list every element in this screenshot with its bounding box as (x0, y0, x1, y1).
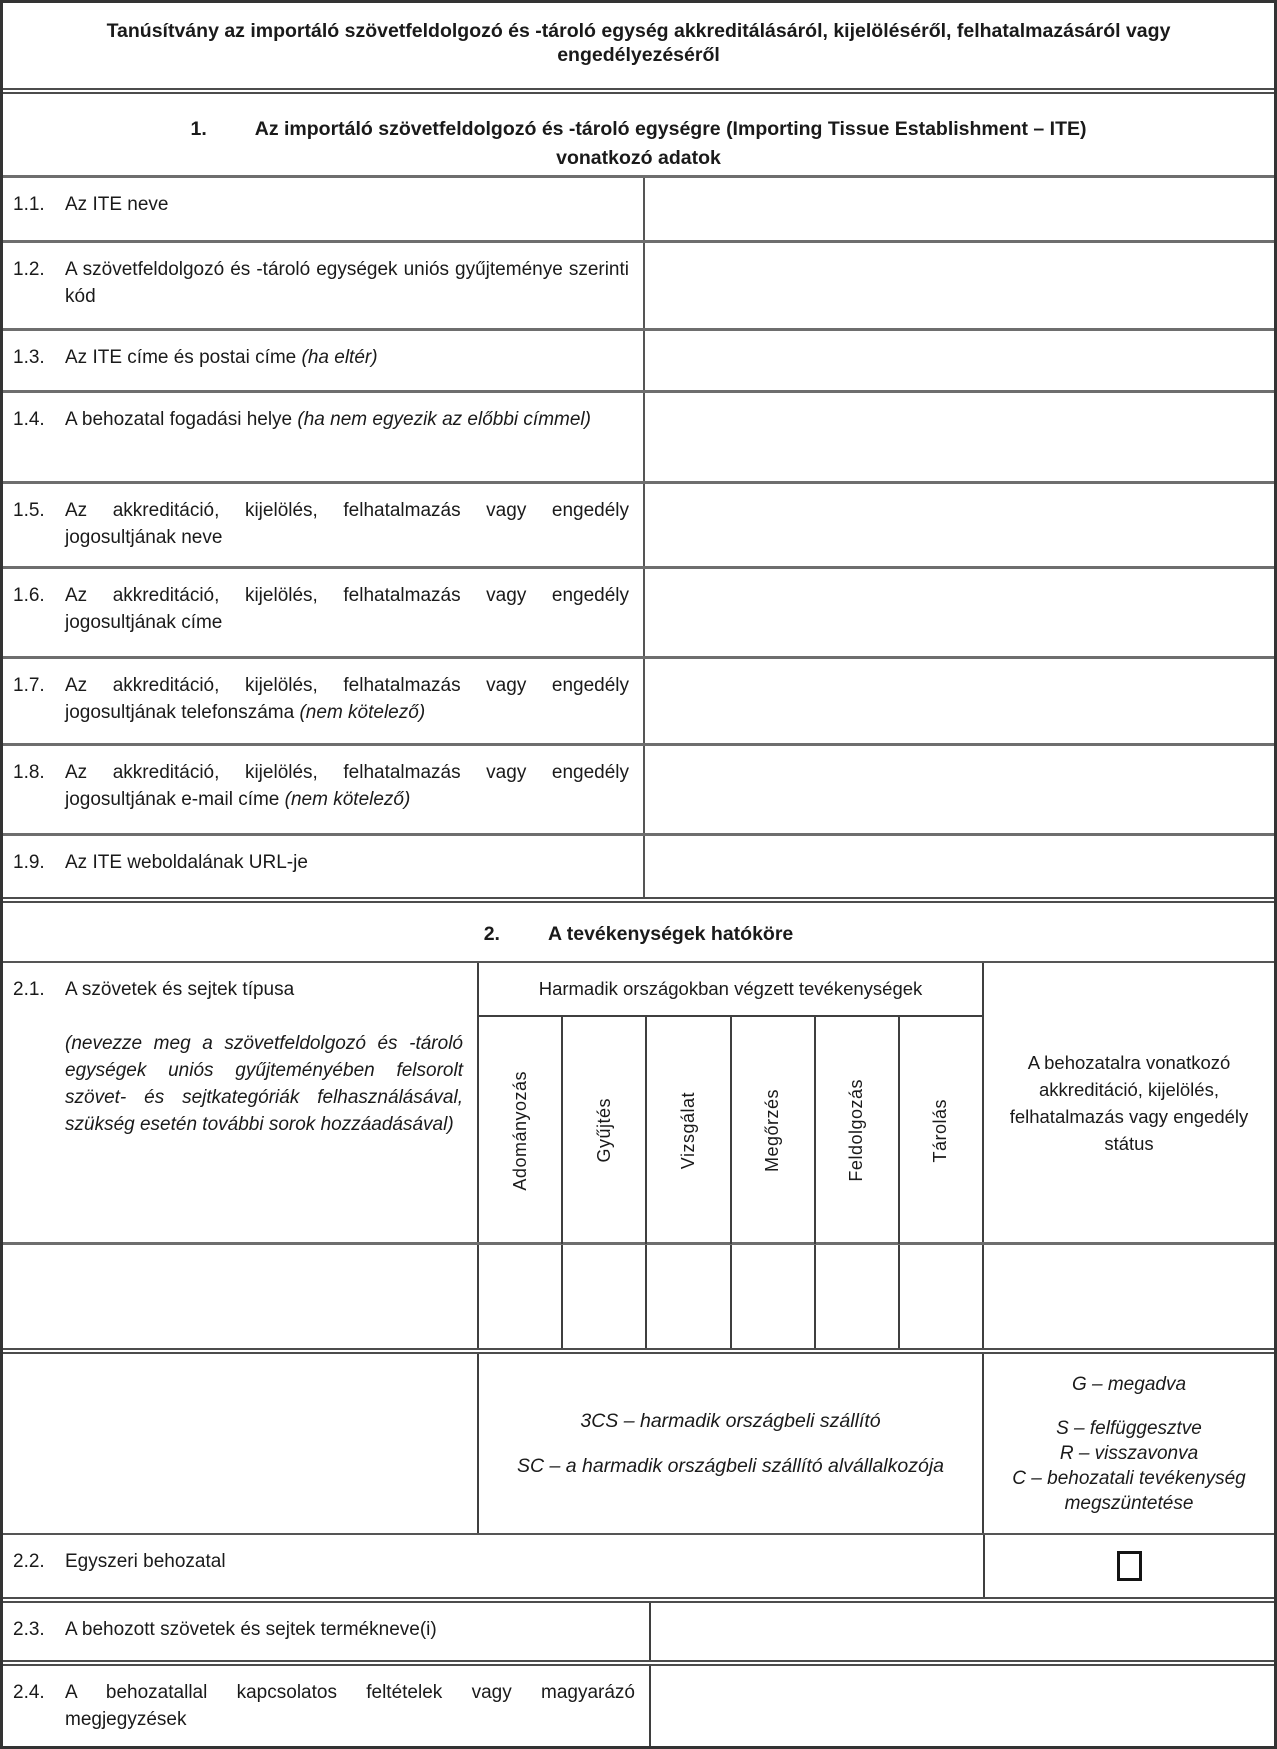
status-legend-granted: G – megadva (1071, 1373, 1187, 1395)
activity-column-donation (479, 1017, 561, 1244)
section1-heading-row (3, 88, 1274, 175)
row-label-cell (3, 331, 643, 390)
row-label-cell (3, 836, 643, 897)
activity-label: Tárolás (930, 1098, 951, 1163)
table-row-2-4 (3, 1660, 1274, 1746)
section1-number: 1. (190, 118, 207, 140)
section2-heading-row (3, 897, 1274, 961)
row-label-cell (3, 393, 643, 481)
row-label: A szövetfeldolgozó és -tároló egységek uniós gyűjteménye szerinti kód (65, 259, 629, 307)
row-label: Az akkreditáció, kijelölés, felhatalmazás vagy engedély jogosultjának e-mail címe (nem kötelező) (65, 762, 629, 810)
activity-label: Feldolgozás (846, 1079, 867, 1182)
row-label: Az ITE neve (65, 194, 169, 215)
row-label-cell (3, 1603, 649, 1660)
status-legend-revoked: R – visszavonva (1059, 1442, 1199, 1464)
legend-left-empty-cell (3, 1354, 477, 1533)
entry-cell-procurement (561, 1245, 645, 1348)
section1-heading (169, 94, 1109, 173)
table-row-1-2 (3, 240, 1274, 328)
row-label: Az akkreditáció, kijelölés, felhatalmazás vagy engedély jogosultjának címe (65, 585, 629, 633)
supplier-legend (477, 1354, 982, 1533)
value-cell-1-5 (643, 484, 1274, 566)
row-label: A behozatal fogadási helye (ha nem egyezik az előbbi címmel) (65, 409, 591, 430)
activities-header: Harmadik országokban végzett tevékenységek (479, 963, 982, 1017)
row-label-cell (3, 1666, 649, 1746)
activities-columns (479, 1017, 982, 1244)
row-number-spacer (13, 1003, 65, 1138)
table-row-1-7 (3, 656, 1274, 743)
table-row-2-3 (3, 1597, 1274, 1660)
activity-column-testing (645, 1017, 729, 1244)
row-number: 1.2. (13, 259, 45, 280)
table-row-1-3 (3, 328, 1274, 390)
value-cell-1-4 (643, 393, 1274, 481)
table-row-2-1 (3, 961, 1274, 1242)
supplier-legend-3cs: 3CS – harmadik országbeli szállító (580, 1409, 881, 1432)
one-off-import-checkbox (1117, 1551, 1142, 1581)
value-cell-1-6 (643, 569, 1274, 656)
row-number: 2.3. (13, 1619, 45, 1640)
activity-label: Adományozás (509, 1070, 530, 1191)
activity-column-processing (814, 1017, 898, 1244)
row-label: Az akkreditáció, kijelölés, felhatalmazás vagy engedély jogosultjának neve (65, 500, 629, 548)
row-label-cell (3, 659, 643, 743)
row-label-cell (3, 484, 643, 566)
section2-number: 2. (483, 923, 500, 945)
entry-cell-donation (479, 1245, 561, 1348)
value-cell-1-3 (643, 331, 1274, 390)
table-row-1-8 (3, 743, 1274, 833)
value-cell-1-8 (643, 746, 1274, 833)
row-label: Az akkreditáció, kijelölés, felhatalmazás vagy engedély jogosultjának telefonszáma (nem kötelező) (65, 675, 629, 723)
entry-label-cell (3, 1245, 477, 1348)
row-number: 1.6. (13, 585, 45, 606)
row-number: 2.4. (13, 1682, 45, 1703)
activity-label: Megőrzés (762, 1088, 783, 1173)
activities-group (477, 963, 982, 1242)
activity-column-procurement (561, 1017, 645, 1244)
value-cell-1-7 (643, 659, 1274, 743)
row-label: Egyszeri behozatal (65, 1551, 226, 1572)
legend-row (3, 1348, 1274, 1533)
table-row-1-4 (3, 390, 1274, 481)
row-number: 1.7. (13, 675, 45, 696)
row-number: 1.1. (13, 194, 45, 215)
section2-heading (484, 903, 794, 949)
entry-cell-processing (814, 1245, 898, 1348)
section1-heading-text: Az importáló szövetfeldolgozó és -tároló egységre (Importing Tissue Establishment – ITE) vonatkozó adatok (254, 118, 1087, 169)
entry-cell-preservation (730, 1245, 814, 1348)
status-header-cell: A behozatalra vonatkozó akkreditáció, kijelölés, felhatalmazás vagy engedély státus (982, 963, 1274, 1242)
value-cell-1-1 (643, 178, 1274, 240)
entry-status-cell (982, 1245, 1274, 1348)
activity-column-preservation (730, 1017, 814, 1244)
table-row-entry (3, 1242, 1274, 1348)
status-legend (982, 1354, 1274, 1533)
page-title: Tanúsítvány az importáló szövetfeldolgozó és -tároló egység akkreditálásáról, kijelöléséről, felhatalmazásáról vagy engedélyezéséről (106, 20, 1171, 66)
activity-column-storage (898, 1017, 982, 1244)
title-row (3, 3, 1274, 88)
entry-activities-cells (477, 1245, 982, 1348)
table-row-1-5 (3, 481, 1274, 566)
row-label-cell (3, 963, 477, 1242)
entry-cell-storage (898, 1245, 982, 1348)
row-number: 1.9. (13, 852, 45, 873)
value-cell-2-4 (649, 1666, 1274, 1746)
entry-cell-testing (645, 1245, 729, 1348)
table-row-1-9 (3, 833, 1274, 897)
row-number: 2.1. (13, 979, 45, 1000)
row-label: Az ITE weboldalának URL-je (65, 852, 308, 873)
table-row-1-6 (3, 566, 1274, 656)
row-number: 2.2. (13, 1551, 45, 1572)
activity-label: Gyűjtés (593, 1098, 614, 1163)
value-cell-1-2 (643, 243, 1274, 328)
row-label: A behozatallal kapcsolatos feltételek vagy magyarázó megjegyzések (65, 1682, 635, 1730)
row-label-cell (3, 1535, 983, 1597)
row-number: 1.8. (13, 762, 45, 783)
row-label: A szövetek és sejtek típusa (65, 979, 295, 1000)
row-label-cell (3, 746, 643, 833)
row-label: A behozott szövetek és sejtek termékneve(i) (65, 1619, 437, 1640)
status-legend-ceased: C – behozatali tevékenység megszüntetése (1012, 1467, 1246, 1514)
row-note-italic: (nevezze meg a szövetfeldolgozó és -tároló egységek uniós gyűjteményében felsorolt szövet- és sejtkategóriák felhasználásával, szükség esetén további sorok hozzáadásával) (65, 1033, 463, 1135)
value-cell-1-9 (643, 836, 1274, 897)
row-number: 1.5. (13, 500, 45, 521)
supplier-legend-sc: SC – a harmadik országbeli szállító alvállalkozója (516, 1454, 945, 1477)
row-number: 1.4. (13, 409, 45, 430)
row-label-cell (3, 243, 643, 328)
table-row-2-2 (3, 1533, 1274, 1597)
section2-heading-text: A tevékenységek hatóköre (547, 923, 794, 945)
value-cell-2-3 (649, 1603, 1274, 1660)
status-legend-suspended: S – felfüggesztve (1056, 1417, 1202, 1439)
row-label: Az ITE címe és postai címe (ha eltér) (65, 347, 378, 368)
row-label-cell (3, 569, 643, 656)
row-number: 1.3. (13, 347, 45, 368)
activity-label: Vizsgálat (677, 1091, 698, 1170)
row-label-cell (3, 178, 643, 240)
table-row-1-1 (3, 175, 1274, 240)
one-off-import-checkbox-cell (983, 1535, 1274, 1597)
